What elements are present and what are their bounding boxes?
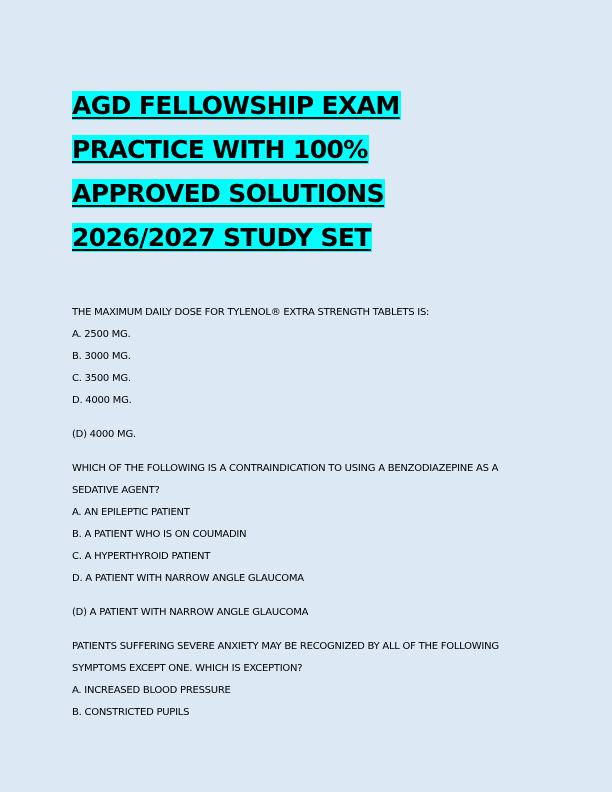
answer-option: B. A PATIENT WHO IS ON COUMADIN (72, 529, 247, 540)
correct-answer: (D) A PATIENT WITH NARROW ANGLE GLAUCOMA (72, 607, 309, 618)
question-text: WHICH OF THE FOLLOWING IS A CONTRAINDICATION TO USING A BENZODIAZEPINE AS A (72, 463, 499, 474)
answer-option: A. AN EPILEPTIC PATIENT (72, 507, 190, 518)
question-block (72, 458, 542, 624)
answer-option: A. 2500 MG. (72, 329, 131, 340)
question-block (72, 636, 542, 724)
question-text: SEDATIVE AGENT? (72, 485, 160, 496)
answer-option: C. A HYPERTHYROID PATIENT (72, 551, 211, 562)
title-line: APPROVED SOLUTIONS (72, 179, 385, 208)
title-line: PRACTICE WITH 100% (72, 135, 368, 164)
question-text: THE MAXIMUM DAILY DOSE FOR TYLENOL® EXTRA STRENGTH TABLETS IS: (72, 307, 430, 318)
answer-option: B. CONSTRICTED PUPILS (72, 707, 190, 718)
title-line: 2026/2027 STUDY SET (72, 223, 371, 252)
document-title (72, 84, 542, 260)
answer-option: C. 3500 MG. (72, 373, 131, 384)
answer-option: A. INCREASED BLOOD PRESSURE (72, 685, 231, 696)
answer-option: B. 3000 MG. (72, 351, 131, 362)
question-list (72, 302, 542, 724)
question-text: SYMPTOMS EXCEPT ONE. WHICH IS EXCEPTION? (72, 663, 303, 674)
correct-answer: (D) 4000 MG. (72, 429, 136, 440)
answer-option: D. A PATIENT WITH NARROW ANGLE GLAUCOMA (72, 573, 304, 584)
question-block (72, 302, 542, 446)
question-text: PATIENTS SUFFERING SEVERE ANXIETY MAY BE RECOGNIZED BY ALL OF THE FOLLOWING (72, 641, 499, 652)
answer-option: D. 4000 MG. (72, 395, 132, 406)
title-line: AGD FELLOWSHIP EXAM (72, 91, 400, 120)
